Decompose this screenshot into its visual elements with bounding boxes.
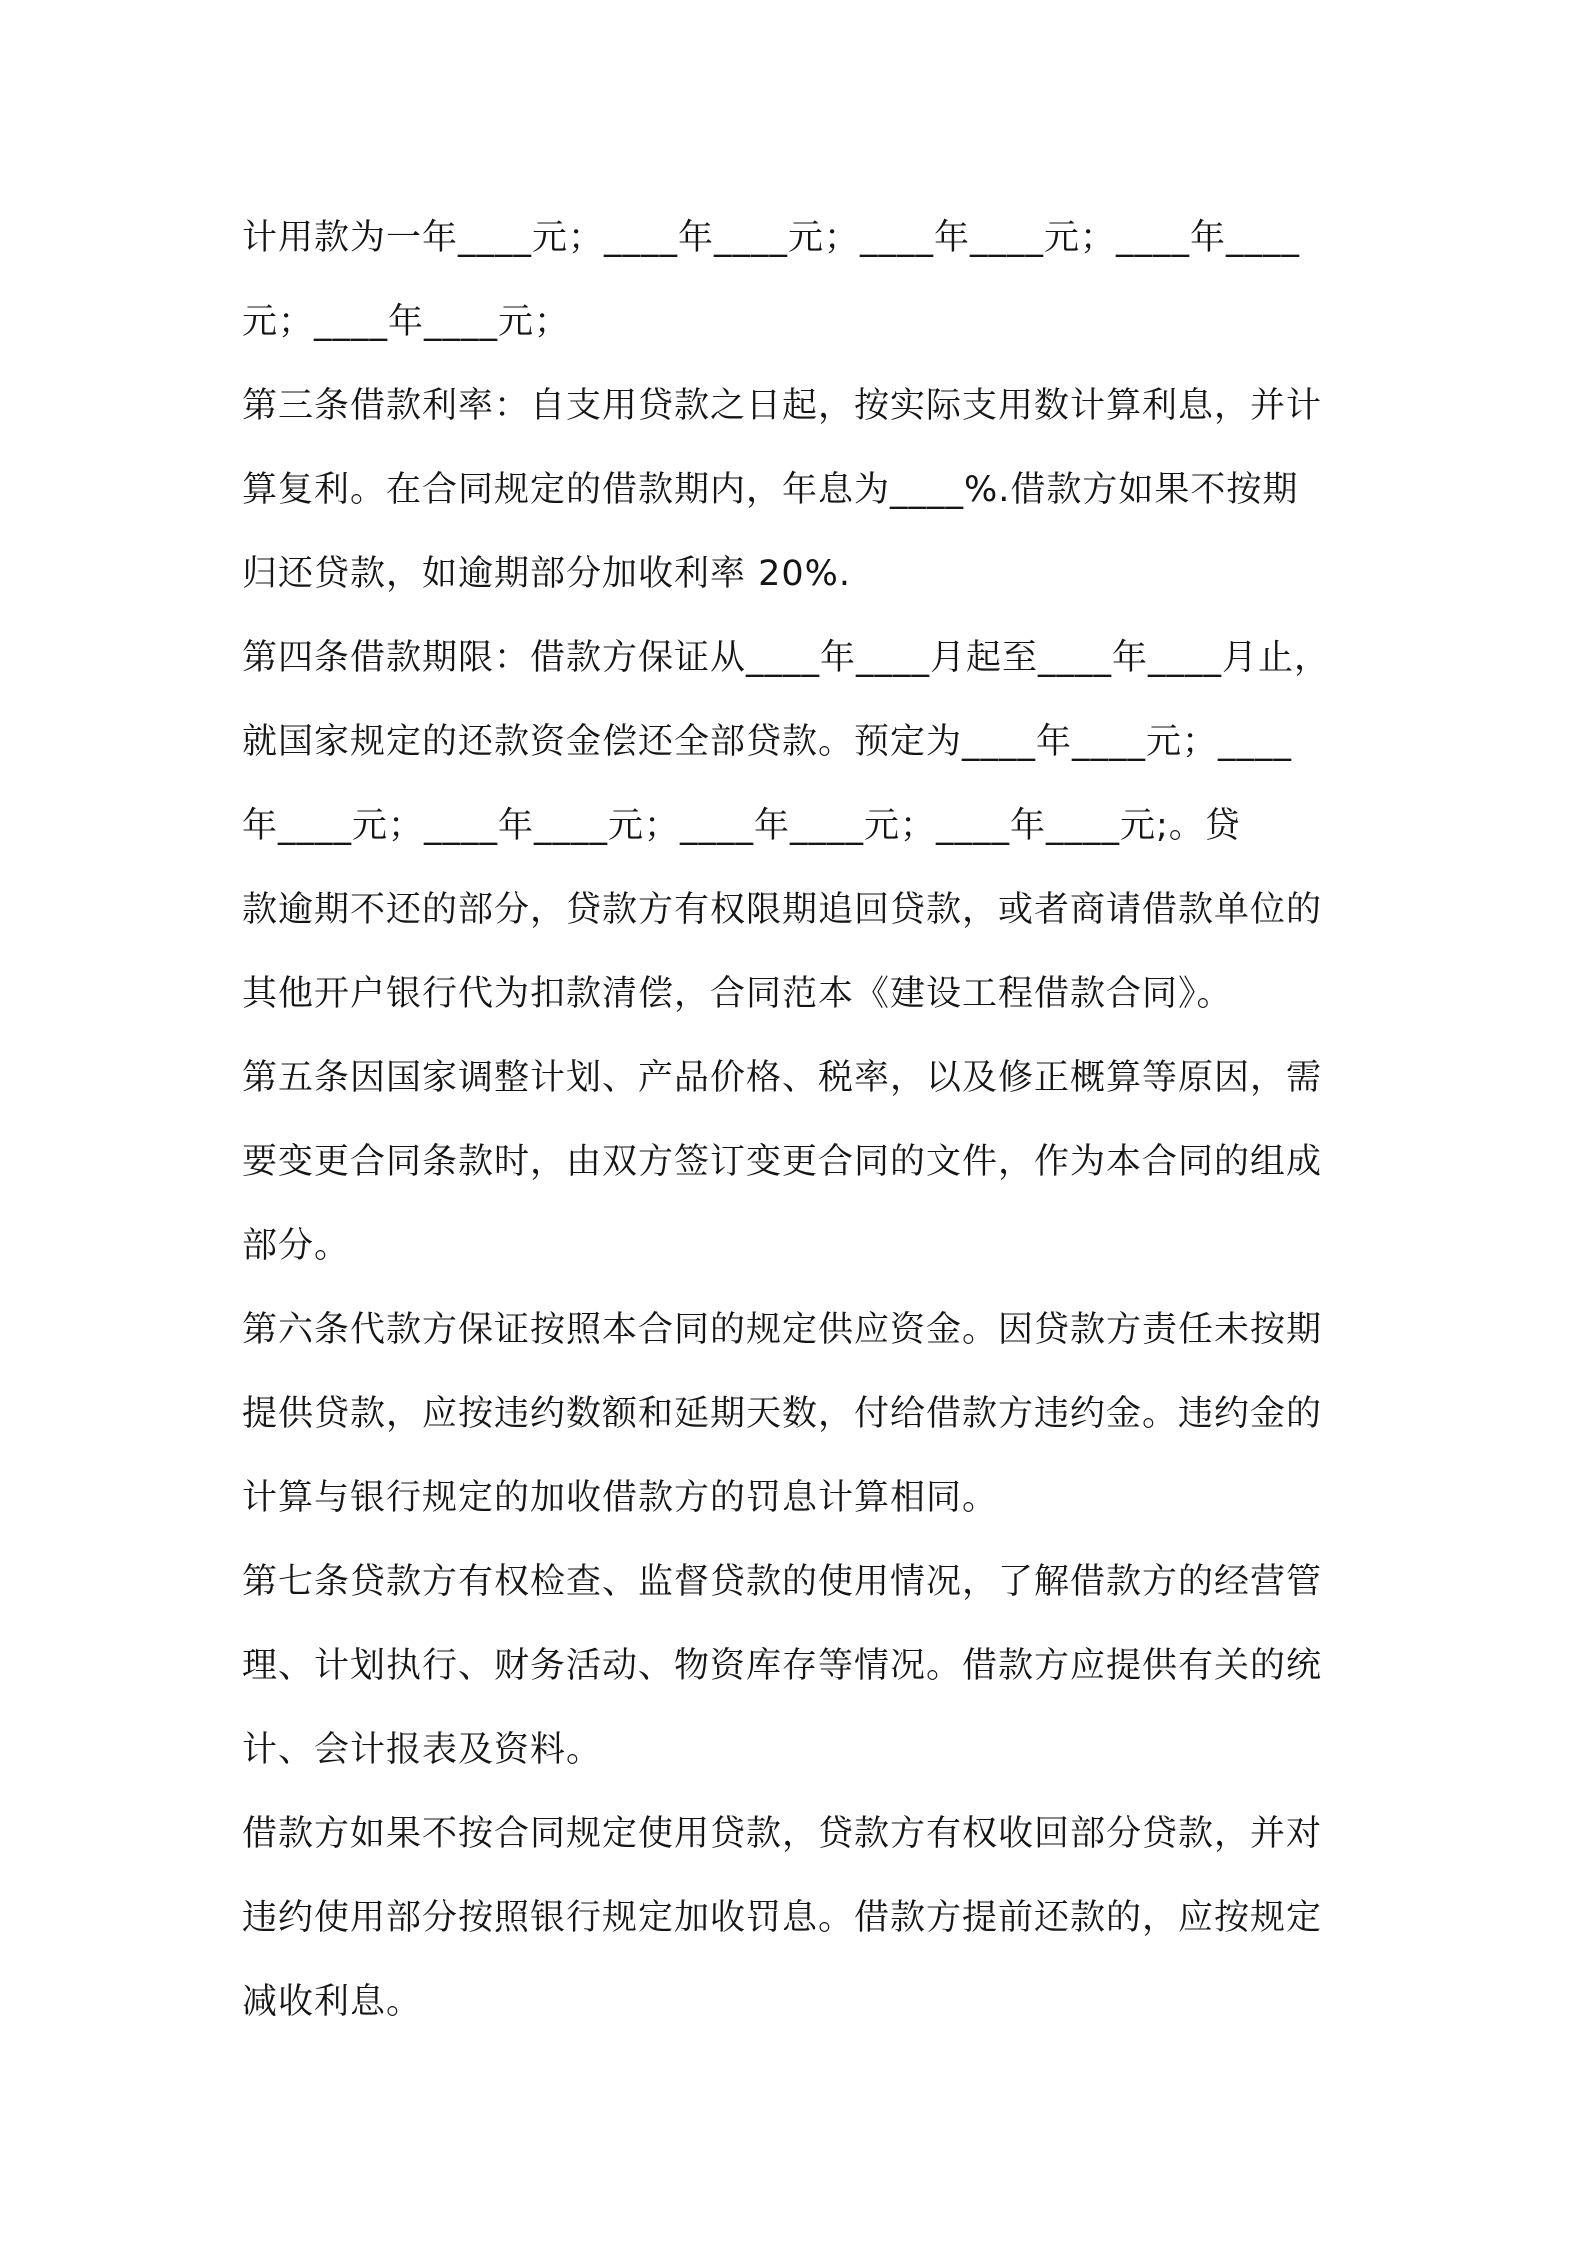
text-line-12: 要变更合同条款时，由双方签订变更合同的文件，作为本合同的组成 [242,1142,1323,1182]
text-line-9: 款逾期不还的部分，贷款方有权限期追回贷款，或者商请借款单位的 [242,890,1323,930]
text-line-2: 元；____年____元； [242,302,571,342]
text-line-20: 借款方如果不按合同规定使用贷款，贷款方有权收回部分贷款，并对 [242,1814,1323,1854]
text-line-13: 部分。 [242,1226,351,1266]
text-line-7: 就国家规定的还款资金偿还全部贷款。预定为____年____元；____ [242,722,1293,762]
text-line-4: 算复利。在合同规定的借款期内，年息为____%.借款方如果不按期 [242,470,1299,510]
contract-text-body [242,196,1370,2044]
text-line-14: 第六条代款方保证按照本合同的规定供应资金。因贷款方责任未按期 [242,1310,1323,1350]
text-line-10: 其他开户银行代为扣款清偿，合同范本《建设工程借款合同》。 [242,974,1233,1014]
text-line-16: 计算与银行规定的加收借款方的罚息计算相同。 [242,1478,999,1518]
text-line-5: 归还贷款，如逾期部分加收利率 20%. [242,554,852,594]
text-line-19: 计、会计报表及资料。 [242,1730,603,1770]
text-line-6: 第四条借款期限：借款方保证从____年____月起至____年____月止， [242,638,1331,678]
text-line-22: 减收利息。 [242,1982,423,2022]
text-line-15: 提供贷款，应按违约数额和延期天数，付给借款方违约金。违约金的 [242,1394,1323,1434]
text-line-21: 违约使用部分按照银行规定加收罚息。借款方提前还款的，应按规定 [242,1898,1323,1938]
text-line-17: 第七条贷款方有权检查、监督贷款的使用情况，了解借款方的经营管 [242,1562,1323,1602]
text-line-3: 第三条借款利率：自支用贷款之日起，按实际支用数计算利息，并计 [242,386,1323,426]
text-line-18: 理、计划执行、财务活动、物资库存等情况。借款方应提供有关的统 [242,1646,1323,1686]
text-line-11: 第五条因国家调整计划、产品价格、税率，以及修正概算等原因，需 [242,1058,1323,1098]
text-line-1: 计用款为一年____元；____年____元；____年____元；____年____ [242,218,1301,258]
text-line-8: 年____元；____年____元；____年____元；____年____元;。贷 [242,806,1241,846]
